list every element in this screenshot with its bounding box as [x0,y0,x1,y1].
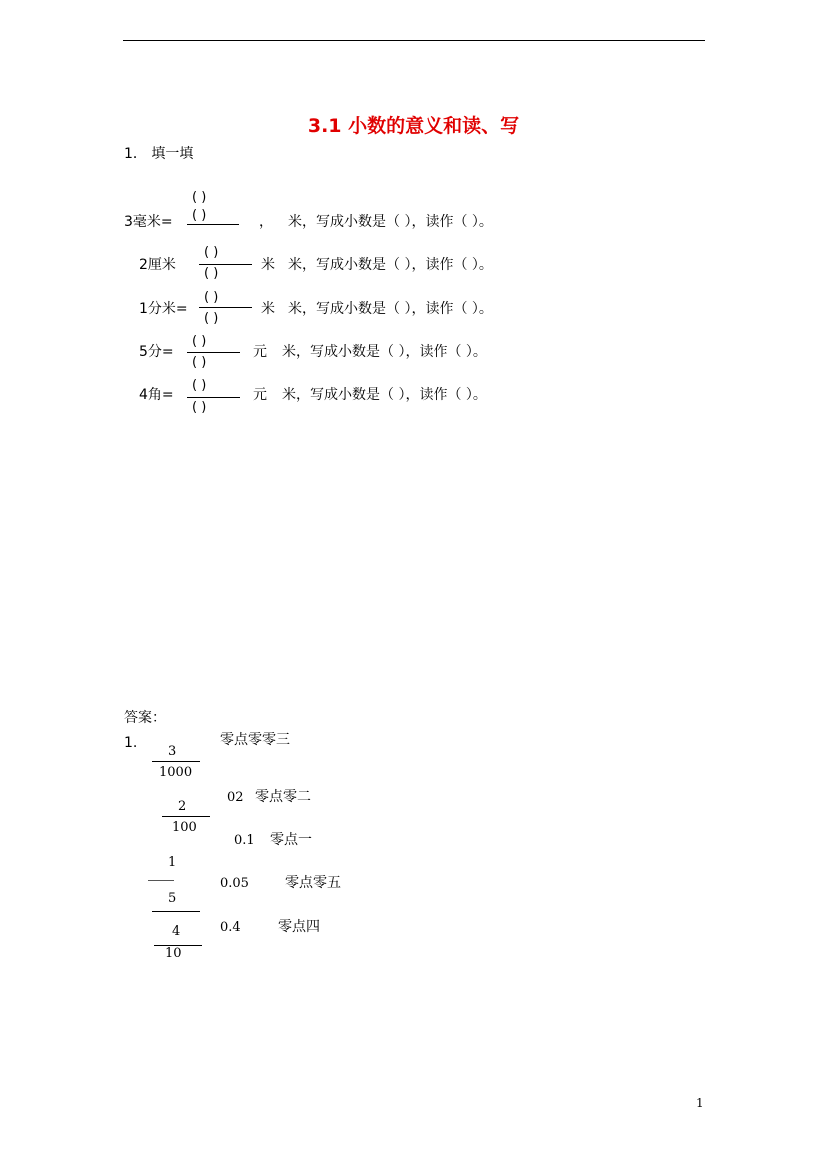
page-title: 3.1 小数的意义和读、写 [307,115,520,137]
numerator-blank: ( ) [204,245,219,260]
denominator-blank: ( ) [192,355,207,370]
denominator-blank: ( ) [204,266,219,281]
fraction-bar [199,307,252,308]
question-lead: 4角= [139,387,174,403]
fraction-bar [152,761,200,762]
answer-decimal: 0.1 [234,833,255,848]
question-tail: 米，写成小数是（ ），读作（ ）。 [288,301,493,317]
unit-mark: 元 [253,387,267,403]
question-tail: 米，写成小数是（ ），读作（ ）。 [288,214,493,230]
numerator-blank: ( ) [192,378,207,393]
answer-numerator: 2 [178,799,187,814]
answer-numerator: 3 [168,744,177,759]
denominator-blank: ( ) [192,208,207,223]
answers-label: 答案： [124,710,166,726]
fraction-bar [187,224,239,225]
answer-reading: 零点一 [270,832,312,848]
unit-mark: 米 [261,301,275,317]
answer-numerator: 4 [172,924,181,939]
answer-reading: 零点零零三 [220,732,290,748]
page-number: 1 [696,1096,704,1110]
question-lead: 2厘米 [139,257,176,273]
fraction-bar [199,264,252,265]
question-lead: 3毫米= [124,214,173,230]
denominator-blank: ( ) [192,400,207,415]
answer-decimal: 02 [227,790,244,805]
answer-reading: 零点零二 [255,789,311,805]
answer-reading: 零点四 [278,919,320,935]
question-lead: 5分= [139,344,174,360]
answer-denominator: 100 [172,820,197,835]
fraction-bar [148,880,174,881]
question-lead: 1分米= [139,301,188,317]
fraction-bar [152,911,200,912]
numerator-blank: ( ) [192,334,207,349]
answer-decimal: 0.4 [220,920,241,935]
answer-reading: 零点零五 [285,875,341,891]
header-rule [123,40,705,41]
question-tail: 米，写成小数是（ ），读作（ ）。 [282,387,487,403]
question-tail: 米，写成小数是（ ），读作（ ）。 [282,344,487,360]
answer-numerator: 5 [168,891,177,906]
question-tail: 米，写成小数是（ ），读作（ ）。 [288,257,493,273]
unit-mark: 米 [261,257,275,273]
answer-decimal: 0.05 [220,876,249,891]
numerator-blank: ( ) [192,190,207,205]
unit-mark: 元 [253,344,267,360]
fraction-bar [187,352,240,353]
fraction-bar [187,397,240,398]
answer-denominator: 10 [165,946,182,961]
answer-numerator: 1 [168,855,177,870]
answer-denominator: 1000 [159,765,193,780]
answer-number: 1. [124,735,138,751]
section-1-label: 1． 填一填 [124,146,194,162]
fraction-bar [162,816,210,817]
denominator-blank: ( ) [204,311,219,326]
numerator-blank: ( ) [204,290,219,305]
unit-mark: ， [259,214,273,230]
